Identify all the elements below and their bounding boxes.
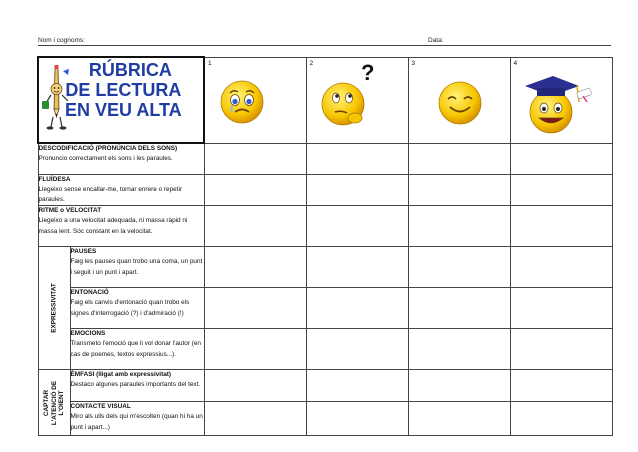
table-row [38, 288, 612, 329]
table-row [38, 329, 612, 370]
score-header-4 [510, 57, 612, 143]
group-label-expressivitat: EXPRESSIVITAT [50, 283, 58, 333]
score-cell[interactable] [408, 370, 510, 402]
criterion-title: PAUSES [70, 248, 97, 256]
criterion-description: Faig les pauses quan trobo una coma, un punt i seguit i un punt i apart. [70, 258, 203, 276]
criterion-pauses [70, 247, 204, 288]
score-cell[interactable] [204, 174, 306, 206]
group-label-captar-3: L'OIENT [57, 390, 65, 416]
score-cell[interactable] [204, 206, 306, 247]
score-cell[interactable] [510, 143, 612, 174]
score-cell[interactable] [306, 370, 408, 402]
criterion-contacte-visual [70, 402, 204, 436]
rubric-table [37, 56, 613, 436]
group-expressivitat [38, 247, 70, 370]
criterion-description: Pronuncio correctament els sons i les paraules. [38, 155, 173, 163]
table-row [38, 402, 612, 436]
score-number-3: 3 [411, 59, 416, 67]
criterion-description: Faig els canvis d'entonació quan trobo els signes d'interrogació (?) i d'admiració (!) [70, 299, 190, 317]
score-cell[interactable] [510, 329, 612, 370]
criterion-description: Transmeto l'emoció que li vol donar l'autor (en cas de poemes, textos expressius...). [70, 340, 201, 358]
date-line[interactable] [428, 45, 611, 46]
criterion-descodificacio [38, 143, 204, 174]
score-cell[interactable] [510, 288, 612, 329]
score-header-3 [408, 57, 510, 143]
criterion-title: FLUÏDESA [38, 175, 71, 183]
score-cell[interactable] [408, 288, 510, 329]
criterion-description: Llegeixo a una velocitat adequada, ni massa ràpid ni massa lent. Sóc constant en la velocitat. [38, 217, 188, 235]
name-line[interactable] [38, 45, 428, 46]
rubric-title [65, 60, 182, 120]
table-row [38, 247, 612, 288]
score-cell[interactable] [204, 247, 306, 288]
title-line-2: DE LECTURA [65, 80, 182, 100]
score-cell[interactable] [408, 143, 510, 174]
score-cell[interactable] [408, 206, 510, 247]
score-cell[interactable] [306, 247, 408, 288]
smiling-face-icon [437, 80, 483, 126]
score-cell[interactable] [408, 329, 510, 370]
score-cell[interactable] [408, 174, 510, 206]
score-cell[interactable] [408, 247, 510, 288]
criterion-fluidesa [38, 174, 204, 206]
score-number-4: 4 [513, 59, 518, 67]
score-cell[interactable] [306, 143, 408, 174]
criterion-description: Miro als ulls dels qui m'escolten (quan hi ha un punt i apart...) [70, 413, 203, 431]
score-cell[interactable] [204, 329, 306, 370]
score-cell[interactable] [510, 402, 612, 436]
table-row [38, 174, 612, 206]
criterion-entonacio [70, 288, 204, 329]
score-number-2: 2 [309, 59, 314, 67]
criterion-emfasi [70, 370, 204, 402]
score-cell[interactable] [510, 247, 612, 288]
worried-face-icon [219, 78, 265, 124]
graduate-face-icon [519, 68, 595, 140]
criterion-title: RITME o VELOCITAT [38, 207, 102, 215]
criterion-emocions [70, 329, 204, 370]
title-line-3: EN VEU ALTA [65, 100, 182, 120]
title-block [38, 57, 204, 143]
score-cell[interactable] [204, 402, 306, 436]
score-cell[interactable] [306, 329, 408, 370]
score-header-2 [306, 57, 408, 143]
group-captar-atencio [38, 370, 70, 436]
score-header-1 [204, 57, 306, 143]
criterion-title: EMOCIONS [70, 330, 106, 338]
table-row [38, 206, 612, 247]
title-line-1: RÚBRICA [88, 60, 172, 80]
score-cell[interactable] [306, 402, 408, 436]
score-cell[interactable] [306, 206, 408, 247]
score-cell[interactable] [510, 206, 612, 247]
table-row [38, 143, 612, 174]
score-cell[interactable] [510, 370, 612, 402]
score-cell[interactable] [204, 288, 306, 329]
name-label: Nom i cognoms: [38, 37, 85, 44]
score-cell[interactable] [204, 370, 306, 402]
date-label: Data: [428, 37, 444, 44]
criterion-title: CONTACTE VISUAL [70, 403, 131, 411]
criterion-description: Llegeixo sense encallar-me, tornar enrere o repetir paraules. [38, 185, 183, 203]
criterion-title: ENTONACIÓ [70, 289, 109, 297]
group-label-captar-1: CAPTAR [42, 389, 50, 416]
score-number-1: 1 [208, 59, 212, 67]
group-label-captar-2: L'ATENCIÓ DE [50, 380, 58, 425]
score-cell[interactable] [204, 143, 306, 174]
table-row [38, 370, 612, 402]
thinking-face-icon [317, 60, 377, 132]
criterion-description: Destaco algunes paraules importants del text. [70, 381, 201, 389]
score-cell[interactable] [510, 174, 612, 206]
score-cell[interactable] [306, 174, 408, 206]
score-cell[interactable] [408, 402, 510, 436]
criterion-ritme [38, 206, 204, 247]
criterion-title: ÈMFASI (lligat amb expressivitat) [70, 371, 172, 379]
score-cell[interactable] [306, 288, 408, 329]
svg-text:?: ? [360, 59, 374, 85]
criterion-title: DESCODIFICACIÓ (PRONÚNCIA DELS SONS) [38, 145, 178, 152]
